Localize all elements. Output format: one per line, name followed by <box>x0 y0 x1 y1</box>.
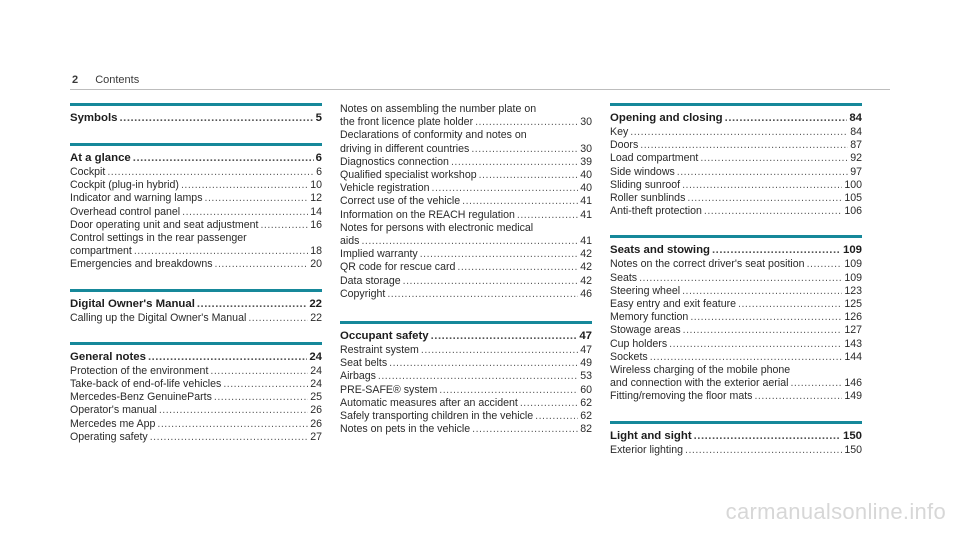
toc-entry[interactable]: Seats ..... 109 <box>610 272 862 285</box>
toc-entry[interactable]: Seat belts ..... 49 <box>340 357 592 370</box>
toc-entry[interactable]: Cup holders ..... 143 <box>610 338 862 351</box>
toc-entry[interactable]: Cockpit (plug-in hybrid) ..... 10 <box>70 179 322 192</box>
toc-entry[interactable]: Safely transporting children in the vehicle ..... 62 <box>340 410 592 423</box>
toc-entry[interactable]: the front licence plate holder ..... 30 <box>340 116 592 129</box>
toc-entry[interactable]: Take-back of end-of-life vehicles ..... 24 <box>70 378 322 391</box>
toc-entry[interactable]: QR code for rescue card ..... 42 <box>340 261 592 274</box>
toc-entry[interactable]: Exterior lighting ..... 150 <box>610 444 862 457</box>
page-title: Contents <box>95 74 140 86</box>
toc-entry[interactable]: Airbags ..... 53 <box>340 370 592 383</box>
toc-section-at-a-glance <box>70 143 322 272</box>
section-heading[interactable]: Symbols ..... 5 <box>70 111 322 126</box>
section-heading[interactable]: Digital Owner's Manual ..... 22 <box>70 297 322 312</box>
toc-entry[interactable]: Notes on pets in the vehicle ..... 82 <box>340 423 592 436</box>
toc-entry[interactable]: Fitting/removing the floor mats ..... 149 <box>610 390 862 403</box>
toc-entry[interactable]: Operator's manual ..... 26 <box>70 404 322 417</box>
toc-entry[interactable]: driving in different countries ..... 30 <box>340 143 592 156</box>
toc-entry[interactable]: Roller sunblinds ..... 105 <box>610 192 862 205</box>
toc-entry[interactable]: Doors ..... 87 <box>610 139 862 152</box>
section-heading[interactable]: Opening and closing ..... 84 <box>610 111 862 126</box>
toc-entry-continued[interactable]: Declarations of conformity and notes on <box>340 129 527 142</box>
section-rule <box>610 103 862 106</box>
toc-entry-continued[interactable]: Control settings in the rear passenger <box>70 232 247 245</box>
toc-entry[interactable]: Overhead control panel ..... 14 <box>70 206 322 219</box>
toc-section-digital-owners-manual <box>70 289 322 325</box>
toc-entry[interactable]: Implied warranty ..... 42 <box>340 248 592 261</box>
toc-entry[interactable]: Data storage ..... 42 <box>340 275 592 288</box>
toc-entry[interactable]: Diagnostics connection ..... 39 <box>340 156 592 169</box>
toc-entry-continued[interactable]: Wireless charging of the mobile phone <box>610 364 791 377</box>
toc-entry[interactable]: Easy entry and exit feature ..... 125 <box>610 298 862 311</box>
section-rule <box>70 143 322 146</box>
toc-column-3 <box>610 103 862 474</box>
toc-entry[interactable]: Sliding sunroof ..... 100 <box>610 179 862 192</box>
toc-entry[interactable]: Anti-theft protection ..... 106 <box>610 205 862 218</box>
section-heading[interactable]: Seats and stowing ..... 109 <box>610 243 862 258</box>
toc-entry[interactable]: Automatic measures after an accident ..... 62 <box>340 397 592 410</box>
toc-section-general-notes-continued <box>340 103 592 301</box>
toc-entry[interactable]: Door operating unit and seat adjustment ..... 16 <box>70 219 322 232</box>
section-rule <box>340 321 592 324</box>
toc-section-opening-and-closing <box>610 103 862 218</box>
section-heading[interactable]: General notes ..... 24 <box>70 350 322 365</box>
page-number: 2 <box>72 74 79 86</box>
toc-entry[interactable]: Restraint system ..... 47 <box>340 344 592 357</box>
toc-entry[interactable]: Correct use of the vehicle ..... 41 <box>340 195 592 208</box>
toc-column-2 <box>340 103 592 453</box>
toc-entry[interactable]: Protection of the environment ..... 24 <box>70 365 322 378</box>
toc-entry[interactable]: aids ..... 41 <box>340 235 592 248</box>
header-divider <box>70 89 890 90</box>
toc-section-general-notes <box>70 342 322 444</box>
toc-entry[interactable]: Copyright ..... 46 <box>340 288 592 301</box>
toc-entry[interactable]: Emergencies and breakdowns ..... 20 <box>70 258 322 271</box>
toc-entry[interactable]: Notes on the correct driver's seat position ..... 109 <box>610 258 862 271</box>
toc-column-1 <box>70 103 322 461</box>
toc-entry[interactable]: Memory function ..... 126 <box>610 311 862 324</box>
toc-section-seats-and-stowing <box>610 235 862 403</box>
toc-entry[interactable]: and connection with the exterior aerial ..... 146 <box>610 377 862 390</box>
section-rule <box>610 421 862 424</box>
section-rule <box>70 342 322 345</box>
page-header <box>72 74 139 86</box>
toc-entry[interactable]: Steering wheel ..... 123 <box>610 285 862 298</box>
toc-entry[interactable]: Calling up the Digital Owner's Manual ..... 22 <box>70 312 322 325</box>
toc-entry[interactable]: Vehicle registration ..... 40 <box>340 182 592 195</box>
toc-entry[interactable]: compartment ..... 18 <box>70 245 322 258</box>
section-rule <box>70 289 322 292</box>
section-heading[interactable]: At a glance ..... 6 <box>70 151 322 166</box>
toc-entry[interactable]: Cockpit ..... 6 <box>70 166 322 179</box>
toc-section-symbols <box>70 103 322 126</box>
toc-entry[interactable]: Qualified specialist workshop ..... 40 <box>340 169 592 182</box>
toc-entry[interactable]: Mercedes me App ..... 26 <box>70 418 322 431</box>
toc-entry[interactable]: Load compartment ..... 92 <box>610 152 862 165</box>
toc-entry[interactable]: Mercedes-Benz GenuineParts ..... 25 <box>70 391 322 404</box>
toc-entry[interactable]: Operating safety ..... 27 <box>70 431 322 444</box>
watermark: carmanualsonline.info <box>725 499 946 524</box>
section-heading[interactable]: Light and sight ..... 150 <box>610 429 862 444</box>
toc-entry[interactable]: Stowage areas ..... 127 <box>610 324 862 337</box>
toc-entry[interactable]: Key ..... 84 <box>610 126 862 139</box>
toc-entry-continued[interactable]: Notes on assembling the number plate on <box>340 103 537 115</box>
section-rule <box>610 235 862 238</box>
toc-section-light-and-sight <box>610 421 862 457</box>
toc-entry[interactable]: Sockets ..... 144 <box>610 351 862 364</box>
toc-entry[interactable]: Side windows ..... 97 <box>610 166 862 179</box>
toc-entry-continued[interactable]: Notes for persons with electronic medical <box>340 221 534 234</box>
toc-entry[interactable]: Indicator and warning lamps ..... 12 <box>70 192 322 205</box>
section-rule <box>70 103 322 106</box>
section-heading[interactable]: Occupant safety ..... 47 <box>340 329 592 344</box>
toc-entry[interactable]: Information on the REACH regulation ..... 41 <box>340 209 592 222</box>
toc-section-occupant-safety <box>340 321 592 436</box>
toc-entry[interactable]: PRE-SAFE® system ..... 60 <box>340 384 592 397</box>
